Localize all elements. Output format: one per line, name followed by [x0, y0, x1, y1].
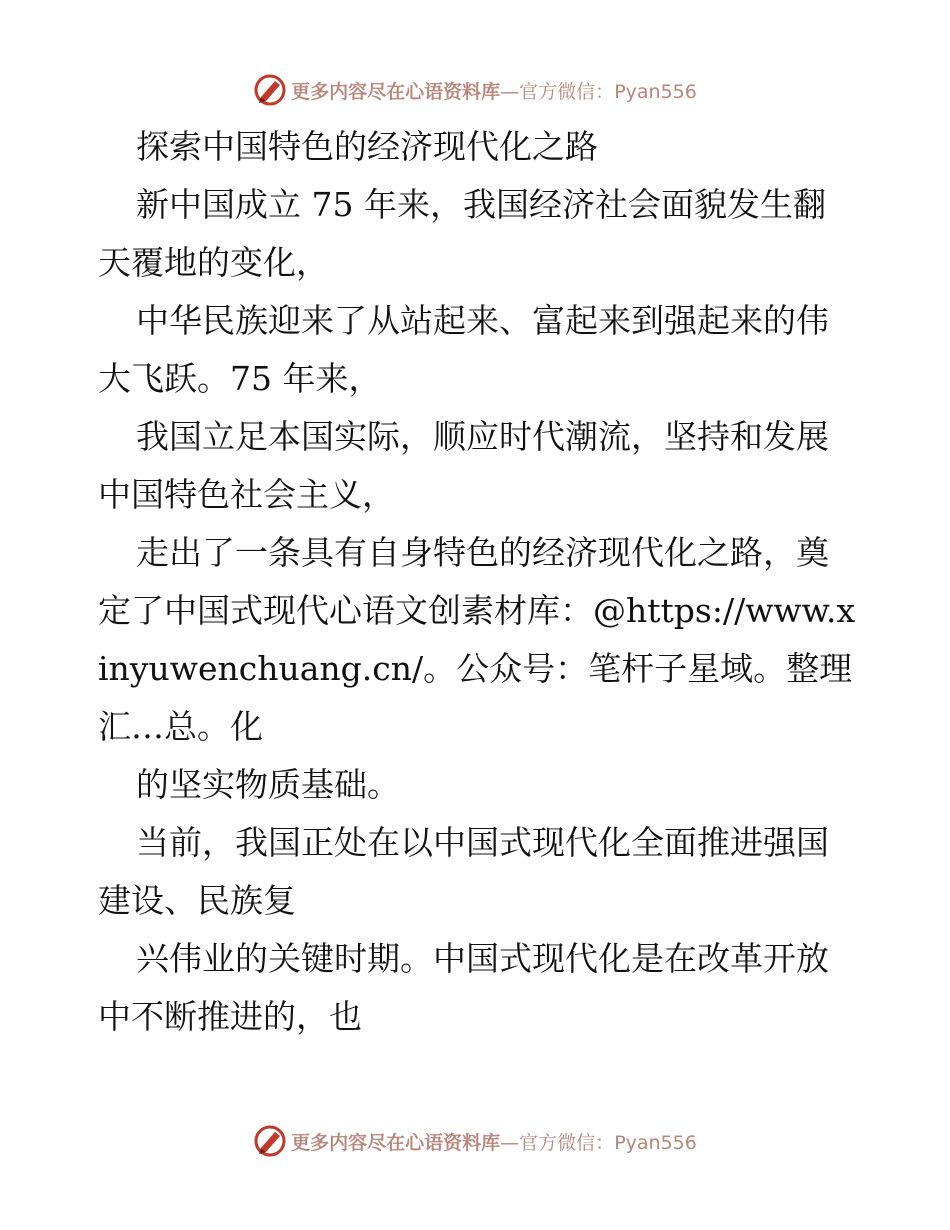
- paragraph: 走出了一条具有自身特色的经济现代化之路，奠定了中国式现代心语文创素材库：@https://www.xinyuwenchuang.cn/。公众号：笔杆子星域。整理汇…总。化: [98, 533, 856, 746]
- pen-logo-icon: [253, 1124, 287, 1158]
- watermark-dash: —: [500, 80, 520, 103]
- watermark-dash: —: [500, 1131, 520, 1154]
- paragraph: 中华民族迎来了从站起来、富起来到强起来的伟大飞跃。75 年来，: [98, 301, 829, 398]
- paragraph-title: 探索中国特色的经济现代化之路: [136, 127, 598, 166]
- watermark-wechat-id: Pyan556: [614, 1131, 697, 1154]
- watermark-site-text: 更多内容尽在心语资料库: [291, 80, 501, 103]
- footer-watermark: [0, 1121, 950, 1161]
- paragraph: 新中国成立 75 年来，我国经济社会面貌发生翻天覆地的变化，: [98, 185, 826, 282]
- watermark-wechat-label: 官方微信：: [519, 80, 615, 103]
- paragraph: 兴伟业的关键时期。中国式现代化是在改革开放中不断推进的，也: [98, 939, 829, 1036]
- watermark-site-text: 更多内容尽在心语资料库: [291, 1131, 501, 1154]
- paragraph: 我国立足本国实际，顺应时代潮流，坚持和发展中国特色社会主义，: [98, 417, 829, 514]
- paragraph: 当前，我国正处在以中国式现代化全面推进强国建设、民族复: [98, 823, 829, 920]
- header-watermark: [0, 70, 950, 110]
- paragraph: 的坚实物质基础。: [136, 765, 400, 804]
- pen-logo-icon: [253, 73, 287, 107]
- watermark-wechat-id: Pyan556: [614, 80, 697, 103]
- document-body: [98, 118, 858, 1046]
- watermark-wechat-label: 官方微信：: [519, 1131, 615, 1154]
